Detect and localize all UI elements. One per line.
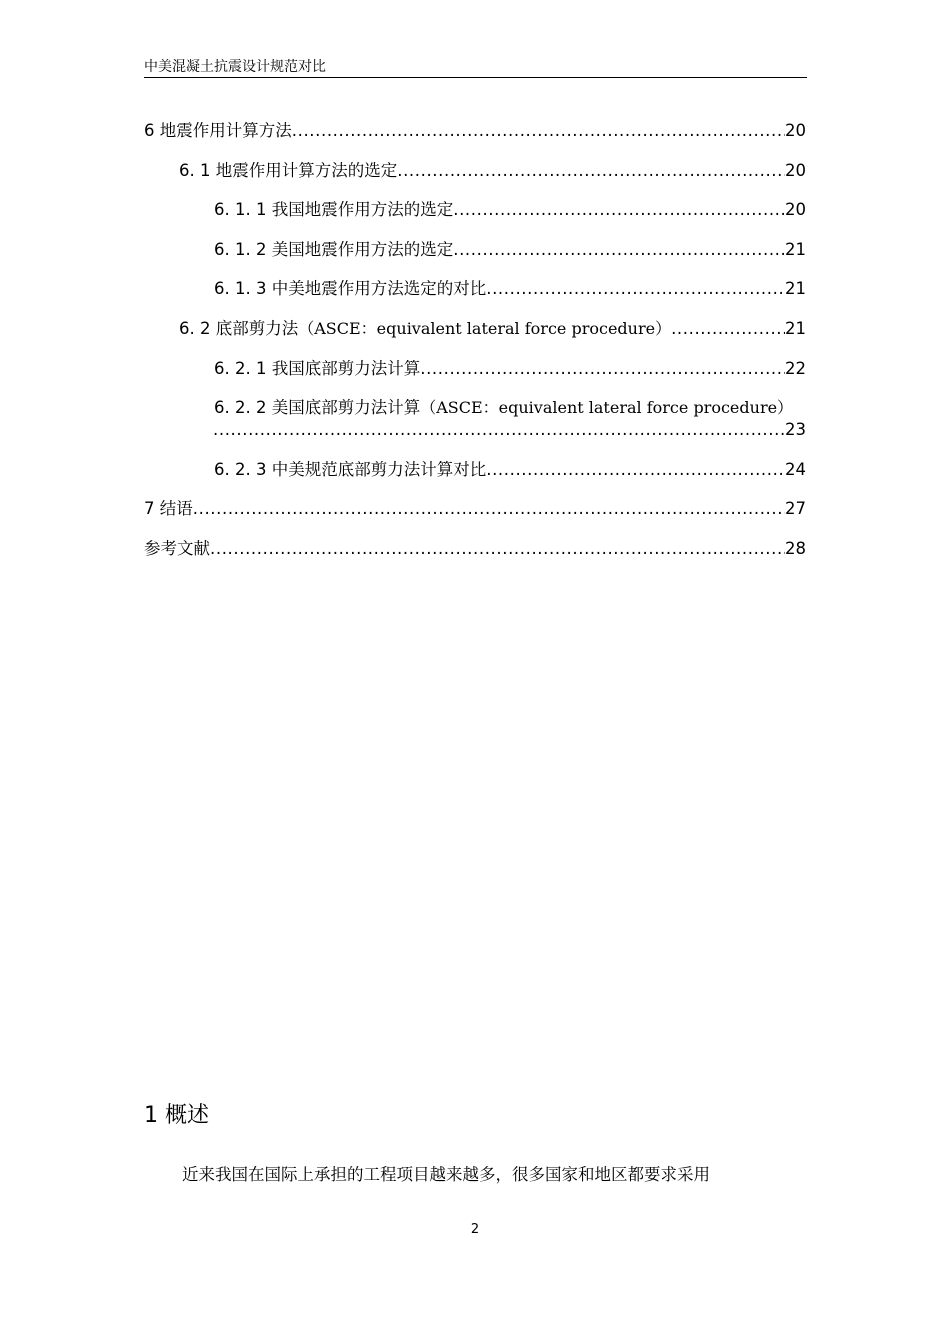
toc-entry-page: 28 [785,538,806,558]
body-paragraph: 近来我国在国际上承担的工程项目越来越多，很多国家和地区都要求采用 [182,1165,710,1184]
toc-entry[interactable] [144,318,806,340]
toc-entry-page: 21 [785,279,806,299]
toc-leader-dots [420,358,785,380]
toc-entry-title: 6. 1 地震作用计算方法的选定 [179,160,398,180]
page-number: 2 [470,1222,480,1237]
toc-entry[interactable] [144,358,806,380]
toc-entry-title: 6. 2. 3 中美规范底部剪力法计算对比 [214,459,487,479]
toc-entry[interactable] [144,498,806,520]
toc-entry-title [214,397,806,419]
toc-entry-page: 21 [785,239,806,259]
toc-entry-page: 27 [785,499,806,519]
toc-entry[interactable] [144,278,806,300]
toc-entry[interactable] [144,160,806,182]
toc-leader-dots [292,120,785,142]
toc-entry-title: 6. 1. 2 美国地震作用方法的选定 [214,239,454,259]
toc-leader-dots [671,318,785,340]
toc-entry-continuation [213,419,806,441]
toc-entry-page: 20 [785,160,806,180]
toc-entry-title-en: （ASCE：equivalent lateral force procedure） [298,318,672,338]
toc-leader-dots [486,459,785,481]
toc-leader-dots [193,498,785,520]
toc-entry-title: 7 结语 [144,499,193,519]
toc-entry-page: 21 [785,318,806,338]
toc-leader-dots [397,160,785,182]
toc-leader-dots [213,419,785,441]
toc-entry-page: 23 [785,420,806,440]
toc-entry[interactable] [144,538,806,560]
toc-entry[interactable] [144,397,806,441]
toc-entry-title: 6. 1. 3 中美地震作用方法选定的对比 [214,279,487,299]
toc-entry-page: 20 [785,121,806,140]
toc-leader-dots [453,239,785,261]
toc-entry-title-zh: 6. 2 底部剪力法 [179,318,299,338]
toc-leader-dots [210,538,785,560]
toc-leader-dots [486,278,785,300]
header-rule [144,77,807,78]
running-header: 中美混凝土抗震设计规范对比 [144,59,326,75]
toc-entry[interactable] [144,239,806,261]
toc-entry[interactable] [144,120,806,142]
toc-leader-dots [453,199,785,221]
toc-entry-title [179,318,671,340]
toc-entry[interactable] [144,199,806,221]
toc-entry-page: 22 [785,358,806,378]
toc-entry-title: 参考文献 [144,538,210,558]
toc-entry-title: 6 地震作用计算方法 [144,121,292,140]
section-heading: 1 概述 [144,1103,209,1128]
toc-entry-title-en: （ASCE：equivalent lateral force procedure） [420,398,794,418]
toc-entry-title: 6. 1. 1 我国地震作用方法的选定 [214,200,454,220]
toc-entry-page: 24 [785,459,806,479]
toc-entry-title-zh: 6. 2. 2 美国底部剪力法计算 [214,398,421,418]
toc-entry-page: 20 [785,200,806,220]
toc-entry[interactable] [144,459,806,481]
toc-entry-title: 6. 2. 1 我国底部剪力法计算 [214,358,421,378]
table-of-contents [144,120,806,578]
